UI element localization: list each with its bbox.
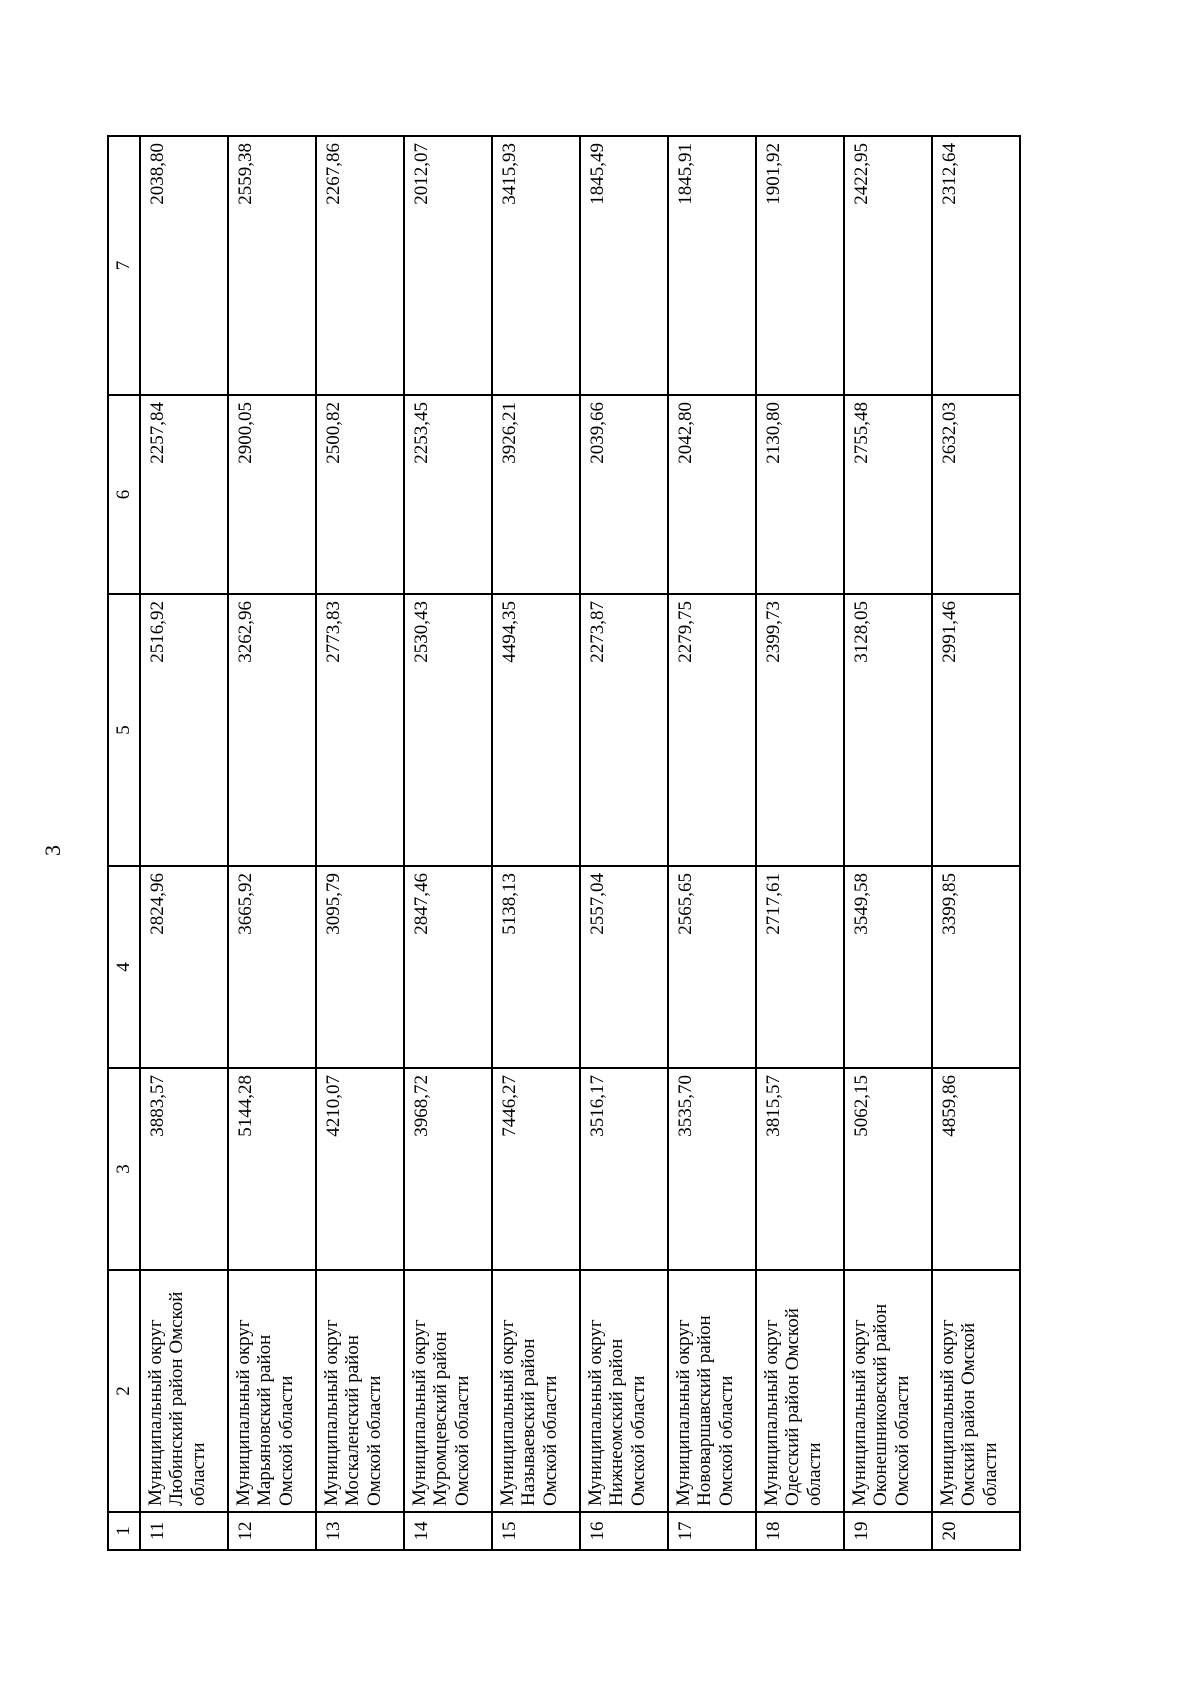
- municipality-name: Муниципальный округ Омский район Омской области: [932, 1270, 1020, 1512]
- value-cell-col3: 3535,70: [668, 1068, 756, 1270]
- table-row: [228, 136, 316, 1550]
- value-cell-col7: 1901,92: [756, 136, 844, 395]
- value-cell-col3: 3968,72: [404, 1068, 492, 1270]
- row-number: 14: [404, 1512, 492, 1550]
- value-cell-col3: 3815,57: [756, 1068, 844, 1270]
- table-row: [140, 136, 228, 1550]
- value-cell-col6: 2632,03: [932, 395, 1020, 594]
- value-cell-col5: 3262,96: [228, 594, 316, 866]
- value-cell-col6: 2755,48: [844, 395, 932, 594]
- table-row: [844, 136, 932, 1550]
- value-cell-col4: 2557,04: [580, 866, 668, 1068]
- value-cell-col3: 4210,07: [316, 1068, 404, 1270]
- column-header-6: 6: [108, 395, 140, 594]
- value-cell-col7: 3415,93: [492, 136, 580, 395]
- row-number: 16: [580, 1512, 668, 1550]
- value-cell-col4: 2717,61: [756, 866, 844, 1068]
- table-row: [404, 136, 492, 1550]
- municipality-name: Муниципальный округ Оконешниковский район Омской области: [844, 1270, 932, 1512]
- value-cell-col5: 2773,83: [316, 594, 404, 866]
- municipality-name: Муниципальный округ Любинский район Омской области: [140, 1270, 228, 1512]
- value-cell-col3: 3883,57: [140, 1068, 228, 1270]
- column-header-2: 2: [108, 1270, 140, 1512]
- row-number: 12: [228, 1512, 316, 1550]
- value-cell-col7: 1845,49: [580, 136, 668, 395]
- row-number: 15: [492, 1512, 580, 1550]
- value-cell-col7: 1845,91: [668, 136, 756, 395]
- value-cell-col5: 4494,35: [492, 594, 580, 866]
- rotated-table-container: [107, 143, 1011, 1551]
- municipality-name: Муниципальный округ Называевский район Омской области: [492, 1270, 580, 1512]
- value-cell-col5: 2273,87: [580, 594, 668, 866]
- municipality-name: Муниципальный округ Москаленский район Омской области: [316, 1270, 404, 1512]
- table-row: [756, 136, 844, 1550]
- column-header-3: 3: [108, 1068, 140, 1270]
- data-table: [107, 135, 1021, 1551]
- value-cell-col5: 2279,75: [668, 594, 756, 866]
- value-cell-col4: 2847,46: [404, 866, 492, 1068]
- row-number: 20: [932, 1512, 1020, 1550]
- value-cell-col4: 3095,79: [316, 866, 404, 1068]
- table-row: [668, 136, 756, 1550]
- table-row: [492, 136, 580, 1550]
- value-cell-col3: 7446,27: [492, 1068, 580, 1270]
- value-cell-col4: 3665,92: [228, 866, 316, 1068]
- value-cell-col6: 2130,80: [756, 395, 844, 594]
- value-cell-col4: 2565,65: [668, 866, 756, 1068]
- value-cell-col6: 2257,84: [140, 395, 228, 594]
- value-cell-col3: 3516,17: [580, 1068, 668, 1270]
- municipality-name: Муниципальный округ Нововаршавский район Омской области: [668, 1270, 756, 1512]
- value-cell-col6: 2253,45: [404, 395, 492, 594]
- value-cell-col4: 3549,58: [844, 866, 932, 1068]
- row-number: 17: [668, 1512, 756, 1550]
- value-cell-col3: 5144,28: [228, 1068, 316, 1270]
- table-row: [580, 136, 668, 1550]
- value-cell-col3: 4859,86: [932, 1068, 1020, 1270]
- row-number: 11: [140, 1512, 228, 1550]
- table-row: [932, 136, 1020, 1550]
- value-cell-col6: 2500,82: [316, 395, 404, 594]
- value-cell-col6: 2039,66: [580, 395, 668, 594]
- table-header-row: [108, 136, 140, 1550]
- value-cell-col5: 2516,92: [140, 594, 228, 866]
- value-cell-col6: 3926,21: [492, 395, 580, 594]
- value-cell-col7: 2559,38: [228, 136, 316, 395]
- value-cell-col5: 2399,73: [756, 594, 844, 866]
- column-header-4: 4: [108, 866, 140, 1068]
- value-cell-col6: 2900,05: [228, 395, 316, 594]
- page-number: 3: [40, 845, 65, 856]
- value-cell-col4: 2824,96: [140, 866, 228, 1068]
- municipality-name: Муниципальный округ Одесский район Омской области: [756, 1270, 844, 1512]
- value-cell-col7: 2038,80: [140, 136, 228, 395]
- value-cell-col7: 2012,07: [404, 136, 492, 395]
- value-cell-col3: 5062,15: [844, 1068, 932, 1270]
- value-cell-col7: 2422,95: [844, 136, 932, 395]
- row-number: 19: [844, 1512, 932, 1550]
- value-cell-col7: 2312,64: [932, 136, 1020, 395]
- value-cell-col4: 3399,85: [932, 866, 1020, 1068]
- value-cell-col5: 3128,05: [844, 594, 932, 866]
- municipality-name: Муниципальный округ Марьяновский район Омской области: [228, 1270, 316, 1512]
- value-cell-col6: 2042,80: [668, 395, 756, 594]
- row-number: 13: [316, 1512, 404, 1550]
- column-header-5: 5: [108, 594, 140, 866]
- value-cell-col4: 5138,13: [492, 866, 580, 1068]
- table-row: [316, 136, 404, 1550]
- row-number: 18: [756, 1512, 844, 1550]
- value-cell-col5: 2530,43: [404, 594, 492, 866]
- value-cell-col7: 2267,86: [316, 136, 404, 395]
- municipality-name: Муниципальный округ Нижнеомский район Омской области: [580, 1270, 668, 1512]
- municipality-name: Муниципальный округ Муромцевский район Омской области: [404, 1270, 492, 1512]
- value-cell-col5: 2991,46: [932, 594, 1020, 866]
- column-header-1: 1: [108, 1512, 140, 1550]
- column-header-7: 7: [108, 136, 140, 395]
